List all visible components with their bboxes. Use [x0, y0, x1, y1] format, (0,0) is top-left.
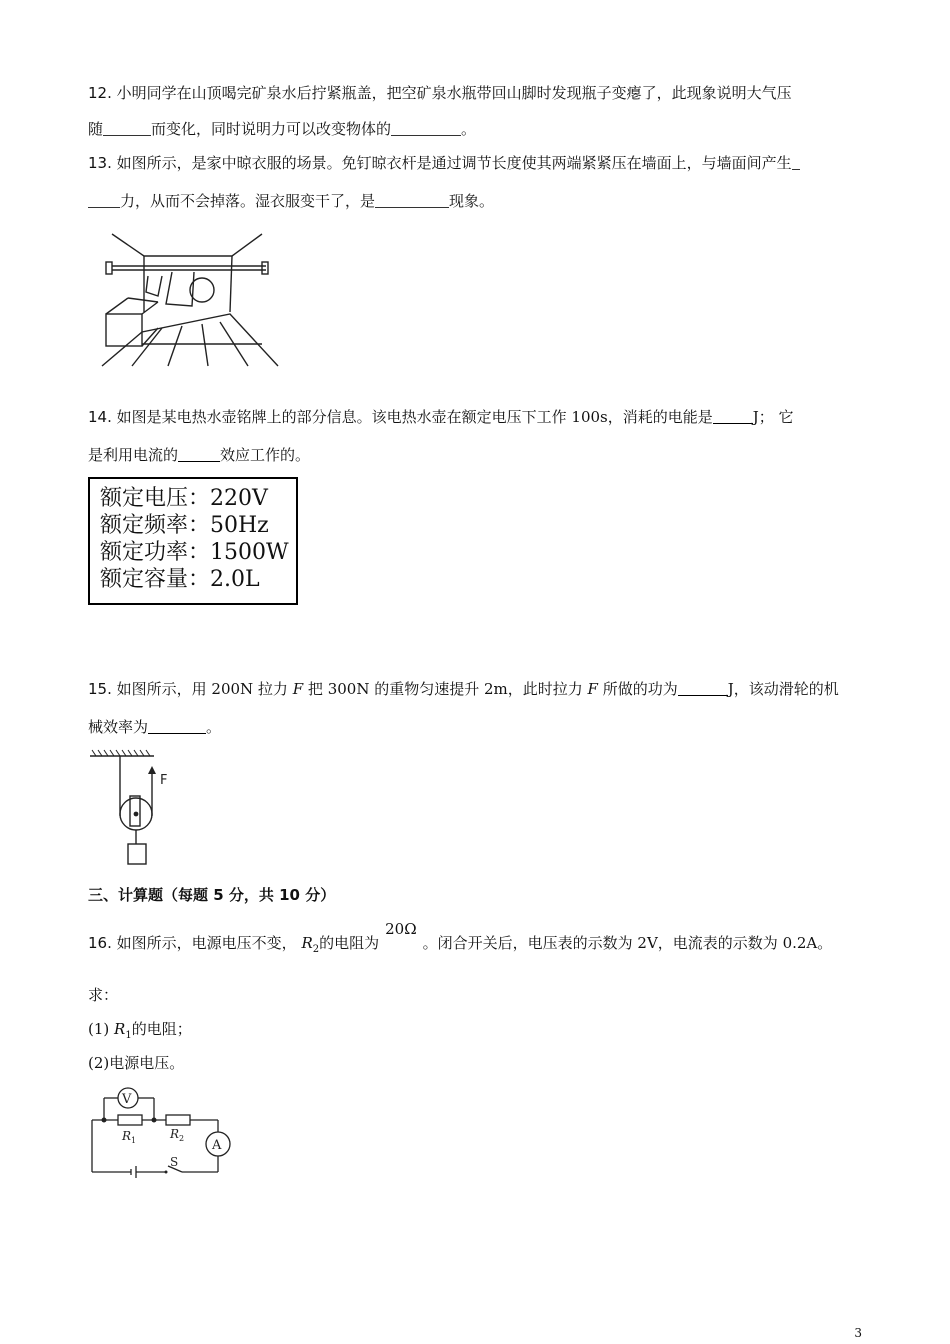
q13-line2: [88, 190, 494, 211]
q15-text-1d: J，该动滑轮的机: [727, 680, 839, 698]
q12-text-2c: 。: [461, 120, 477, 138]
q16-ask: 求：: [88, 986, 119, 1004]
q15-text-1a: 如图所示，用 200N 拉力: [116, 680, 288, 698]
q13-number: 13.: [88, 154, 112, 172]
q12-number: 12.: [88, 84, 112, 102]
q16-r2-subscript: 2: [312, 944, 320, 955]
r2-label-sub: 2: [179, 1134, 185, 1143]
voltmeter-label: V: [122, 1092, 132, 1107]
ammeter-label: A: [212, 1138, 222, 1153]
q16-r1-symbol: R: [114, 1020, 126, 1038]
q12-line2: [88, 118, 476, 139]
q16-r2-symbol: R: [301, 934, 313, 952]
q13-line1: [88, 152, 800, 173]
q15-text-1b: 把 300N 的重物匀速提升 2m，此时拉力: [307, 680, 583, 698]
q14-text-1a: 如图是某电热水壶铭牌上的部分信息。该电热水壶在额定电压下工作 100s，消耗的电能是: [116, 408, 713, 426]
q16-text-1b: 的电阻为: [319, 934, 380, 952]
q12-blank-2[interactable]: [391, 120, 461, 136]
resistor-r1: [118, 1115, 142, 1125]
q15-number: 15.: [88, 680, 112, 698]
circuit-figure: [88, 1084, 238, 1184]
q15-force-symbol-1: F: [292, 680, 304, 698]
q12-line1: [88, 82, 792, 103]
q14-text-2b: 效应工作的。: [220, 446, 311, 464]
page-number: 3: [854, 1326, 862, 1340]
q13-blank-1b[interactable]: [88, 192, 120, 208]
resistor-r2: [166, 1115, 190, 1125]
q16-text-1c: 。闭合开关后，电压表的示数为 2V，电流表的示数为 0.2A。: [422, 934, 833, 952]
plate-rated-voltage: 额定电压：220V: [100, 486, 268, 511]
kettle-nameplate: [88, 477, 298, 605]
q14-blank-2[interactable]: [178, 446, 220, 462]
q13-text-2b: 现象。: [449, 192, 495, 210]
q14-text-2a: 是利用电流的: [88, 446, 179, 464]
q14-number: 14.: [88, 408, 112, 426]
q12-blank-1[interactable]: [103, 120, 151, 136]
q14-line1: [88, 406, 794, 427]
q16-r1-subscript: 1: [125, 1030, 132, 1041]
q14-line2: [88, 444, 310, 465]
q16-text-1a: 如图所示，电源电压不变，: [116, 934, 297, 952]
q14-text-1b: J； 它: [752, 408, 794, 426]
q15-line2: [88, 716, 221, 737]
q13-blank-2[interactable]: [375, 192, 449, 208]
r1-label-sub: 1: [131, 1136, 137, 1145]
section3-heading: 三、计算题（每题 5 分，共 10 分）: [88, 886, 336, 904]
pulley-axle-icon: [134, 812, 139, 817]
q15-blank-2[interactable]: [148, 718, 206, 734]
q12-text-2a: 随: [88, 120, 104, 138]
r2-label: R: [170, 1127, 180, 1141]
q14-blank-1[interactable]: [713, 408, 753, 424]
q12-text-1: 小明同学在山顶喝完矿泉水后拧紧瓶盖，把空矿泉水瓶带回山脚时发现瓶子变瘪了，此现象说明大气压: [116, 84, 792, 102]
q13-text-1: 如图所示，是家中晾衣服的场景。免钉晾衣杆是通过调节长度使其两端紧紧压在墙面上，与墙面间产生: [116, 154, 792, 172]
q16-line1: [88, 920, 833, 955]
plate-rated-frequency: 额定频率：50Hz: [100, 513, 269, 538]
q12-text-2b: 而变化，同时说明力可以改变物体的: [151, 120, 392, 138]
pulley-figure: [88, 748, 188, 868]
pulley-force-label: F: [160, 773, 168, 788]
q16-resistance-value: 20Ω: [385, 920, 417, 938]
q15-blank-1[interactable]: [678, 680, 728, 696]
r1-label: R: [122, 1129, 132, 1143]
clothes-rack-figure: [102, 232, 280, 368]
switch-label: S: [170, 1155, 179, 1169]
q16-part1: [88, 1018, 192, 1041]
q16-number: 16.: [88, 934, 112, 952]
q16-part1-text: 的电阻；: [131, 1020, 192, 1038]
q13-text-2a: 力，从而不会掉落。湿衣服变干了，是: [120, 192, 376, 210]
plate-rated-power: 额定功率：1500W: [100, 540, 289, 565]
q15-force-symbol-2: F: [587, 680, 598, 698]
q16-part1-prefix: (1): [88, 1020, 115, 1038]
q15-text-2b: 。: [206, 718, 222, 736]
q13-blank-1a[interactable]: [792, 154, 800, 170]
q16-part2: (2)电源电压。: [88, 1054, 185, 1072]
q15-text-2a: 械效率为: [88, 718, 149, 736]
arrow-up-icon: [148, 766, 156, 774]
plate-rated-capacity: 额定容量：2.0L: [100, 567, 260, 592]
q15-line1: [88, 678, 839, 699]
q15-text-1c: 所做的功为: [602, 680, 678, 698]
